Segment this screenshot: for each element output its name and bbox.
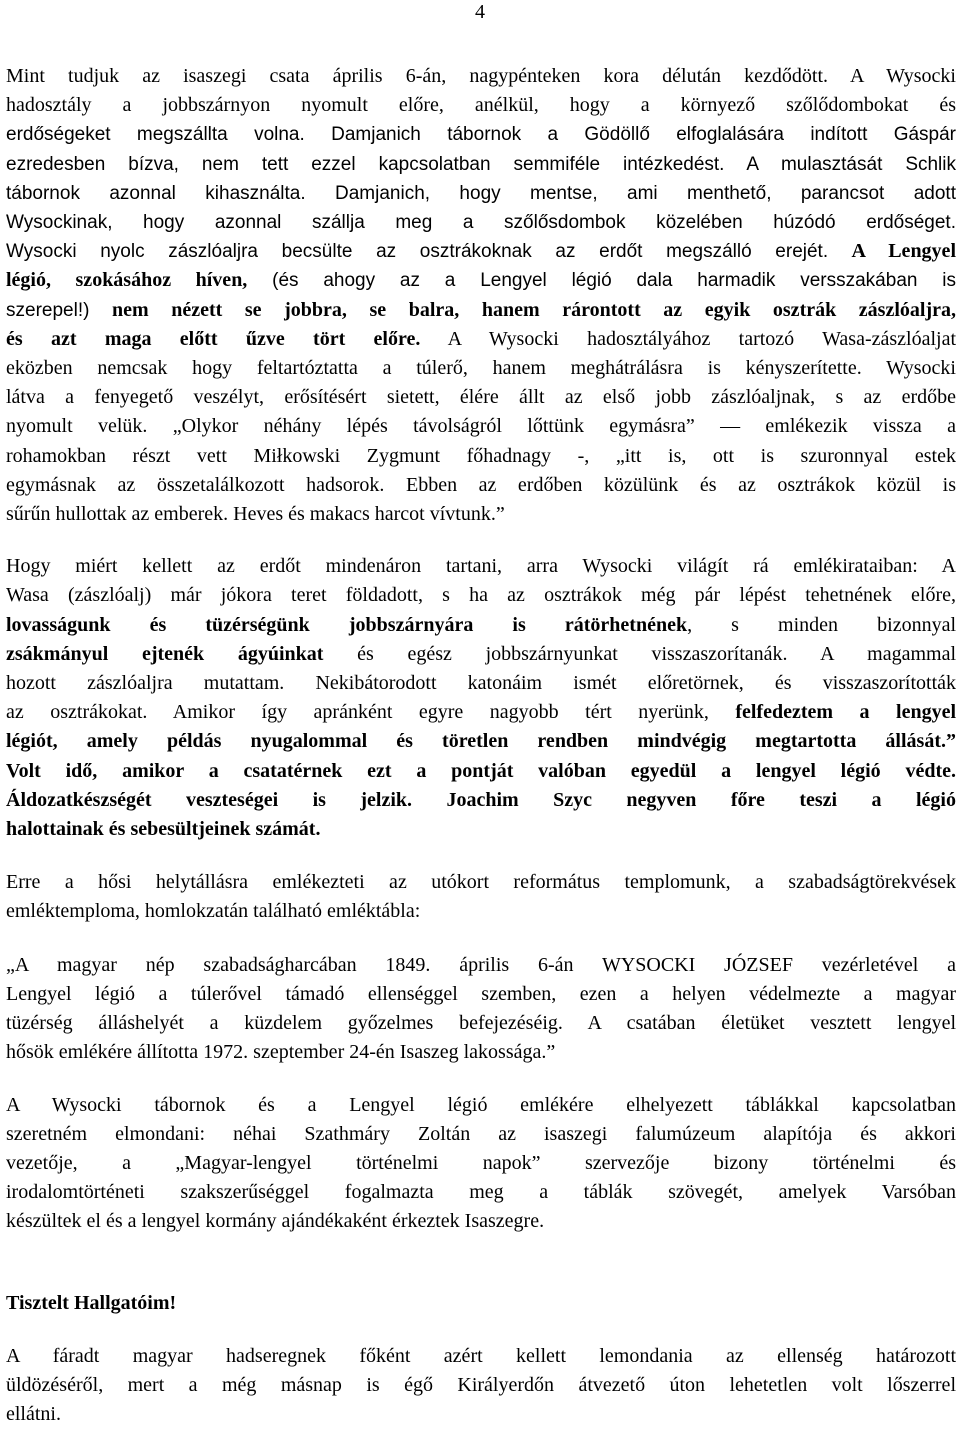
bold-text: nem nézett se jobbra, se balra, hanem rárontott az egyik osztrák zászlóaljra, [89, 298, 956, 321]
text-line [6, 237, 956, 266]
text-segment: szerepel!) [6, 299, 90, 321]
paragraph-wysocki-memoir [6, 552, 956, 844]
text-line: Wysockinak, hogy azonnal szállja meg a szőlősdombok közelében húzódó erdőséget. [6, 212, 956, 234]
text-segment: (és ahogy az a Lengyel légió dala harmadik versszakában is [247, 270, 956, 292]
text-line: tüzérség álláshelyét a küzdelem győzelmes befejezéséig. A csatában életüket vesztett lengyel [6, 1012, 956, 1035]
text-line: Wasa (zászlóalj) már jókora teret földadott, s ha az osztrákok még pár lépést tehetnének előre, [6, 584, 956, 607]
text-line [6, 698, 956, 727]
text-segment: és egész jobbszárnyunkat visszaszorítanák. A magammal [323, 642, 957, 665]
text-line: irodalomtörténeti szakszerűséggel fogalmazta meg a táblák szövegét, amelyek Varsóban [6, 1181, 956, 1204]
text-line: erdőségeket megszállta volna. Damjanich tábornok a Gödöllő elfoglalására indított Gáspár [6, 124, 956, 146]
bold-text: légió, szokásához híven, [6, 269, 248, 292]
text-line: készültek el és a lengyel kormány ajándékaként érkeztek Isaszegre. [6, 1210, 545, 1233]
bold-text: zsákmányul ejtenék ágyúinkat [6, 642, 324, 665]
text-line: ezredesben bízva, nem tett ezzel kapcsolatban semmiféle intézkedést. A mulasztását Schlik [6, 153, 956, 175]
paragraph-retreat [6, 1342, 956, 1430]
text-line: Mint tudjuk az isaszegi csata április 6-án, nagypénteken kora délután kezdődött. A Wysocki [6, 65, 956, 87]
text-segment: az osztrákokat. Amikor így apránként egyre nagyobb tért nyerünk, [6, 701, 736, 724]
text-line: Hogy miért kellett az erdőt mindenáron tartani, arra Wysocki világít rá emlékirataiban: A [6, 555, 956, 578]
text-line: eközben nemcsak hogy feltartóztatta a túlerő, hanem meghátrálásra is kényszerítette. Wysocki [6, 357, 956, 380]
text-line [6, 611, 956, 640]
document-body [6, 62, 956, 1429]
bold-text-line: légiót, amely példás nyugalommal és töretlen rendben mindvégig megtartotta állását.” [6, 730, 956, 753]
text-line [6, 640, 956, 669]
text-line: rohamokban részt vett Miłkowski Zygmunt főhadnagy -, „itt is, ott is szuronnyal estek [6, 444, 956, 467]
text-line: egymásnak az összetalálkozott hadsorok. Ebben az erdőben közülünk és az osztrákok közül is [6, 473, 956, 496]
text-line [6, 296, 956, 325]
paragraph-memorial-intro [6, 868, 956, 926]
paragraph-memorial-plaques [6, 1091, 956, 1237]
text-line: sűrűn hullottak az emberek. Heves és makacs harcot vívtunk.” [6, 503, 505, 526]
text-line: hozott zászlóaljra mutattam. Nekibátorodott katonáim ismét előretörnek, és visszaszorították [6, 672, 956, 695]
text-line: „A magyar nép szabadságharcában 1849. április 6-án WYSOCKI JÓZSEF vezérletével a [6, 953, 956, 976]
text-line: tábornok azonnal kihasználta. Damjanich, hogy mentse, ami menthető, parancsot adott [6, 182, 956, 204]
text-line [6, 325, 956, 354]
bold-text: felfedeztem a lengyel [735, 701, 956, 724]
bold-text: lovasságunk és tüzérségünk jobbszárnyára is rátörhetnének [6, 613, 688, 636]
page-number: 4 [475, 1, 485, 23]
text-line: hadosztály a jobbszárnyon nyomult előre, anélkül, hogy a környező szőlődombokat és [6, 94, 956, 117]
paragraph-greeting [6, 1289, 956, 1318]
text-line: emléktemploma, homlokzatán található emléktábla: [6, 900, 421, 923]
bold-text: A Lengyel [851, 240, 956, 263]
text-line: Lengyel légió a túlerővel támadó ellenséggel szemben, ezen a helyen védelmezte a magyar [6, 982, 956, 1005]
paragraph-battle-account [6, 62, 956, 529]
bold-text-line: Volt idő, amikor a csatatérnek ezt a pontját valóban egyedül a lengyel légió védte. [6, 759, 956, 782]
text-line: A Wysocki tábornok és a Lengyel légió emlékére elhelyezett táblákkal kapcsolatban [6, 1093, 956, 1116]
bold-text-line: Áldozatkészségét veszteségei is jelzik. Joachim Szyc negyven főre teszi a légió [6, 788, 956, 811]
text-line: látva a fenyegető veszélyt, erősítésért sietett, élére állt az első jobb zászlóaljnak, s az erdőbe [6, 386, 956, 409]
paragraph-memorial-inscription [6, 951, 956, 1068]
bold-text: és azt maga előtt űzve tört előre. [6, 327, 421, 350]
bold-text-line: halottainak és sebesültjeinek számát. [6, 818, 321, 841]
text-segment: , s minden bizonnyal [687, 613, 957, 636]
text-segment: Wysocki nyolc zászlóaljra becsülte az osztrákoknak az erdőt megszálló erejét. [6, 241, 829, 263]
text-line: Erre a hősi helytállásra emlékezteti az utókort református templomunk, a szabadságtörekvések [6, 871, 956, 894]
text-line: nyomult velük. „Olykor néhány lépés távolságról lőttünk egymásra” — emlékezik vissza a [6, 415, 956, 438]
text-line: A fáradt magyar hadseregnek főként azért kellett lemondania az ellenség határozott [6, 1344, 956, 1367]
text-line: vezetője, a „Magyar-lengyel történelmi napok” szervezője bizony történelmi és [6, 1151, 956, 1174]
text-line: üldözéséről, mert a még másnap is égő Királyerdőn átvezető úton lehetetlen volt lőszerrel [6, 1373, 956, 1396]
greeting-heading: Tisztelt Hallgatóim! [6, 1291, 177, 1314]
text-line [6, 266, 956, 295]
text-line: ellátni. [6, 1403, 61, 1426]
text-line: hősök emlékére állította 1972. szeptember 24-én Isaszeg lakossága.” [6, 1041, 556, 1064]
text-line: szeretném elmondani: néhai Szathmáry Zoltán az isaszegi falumúzeum alapítója és akkori [6, 1122, 956, 1145]
text-segment: A Wysocki hadosztályához tartozó Wasa-zászlóaljat [420, 327, 956, 350]
